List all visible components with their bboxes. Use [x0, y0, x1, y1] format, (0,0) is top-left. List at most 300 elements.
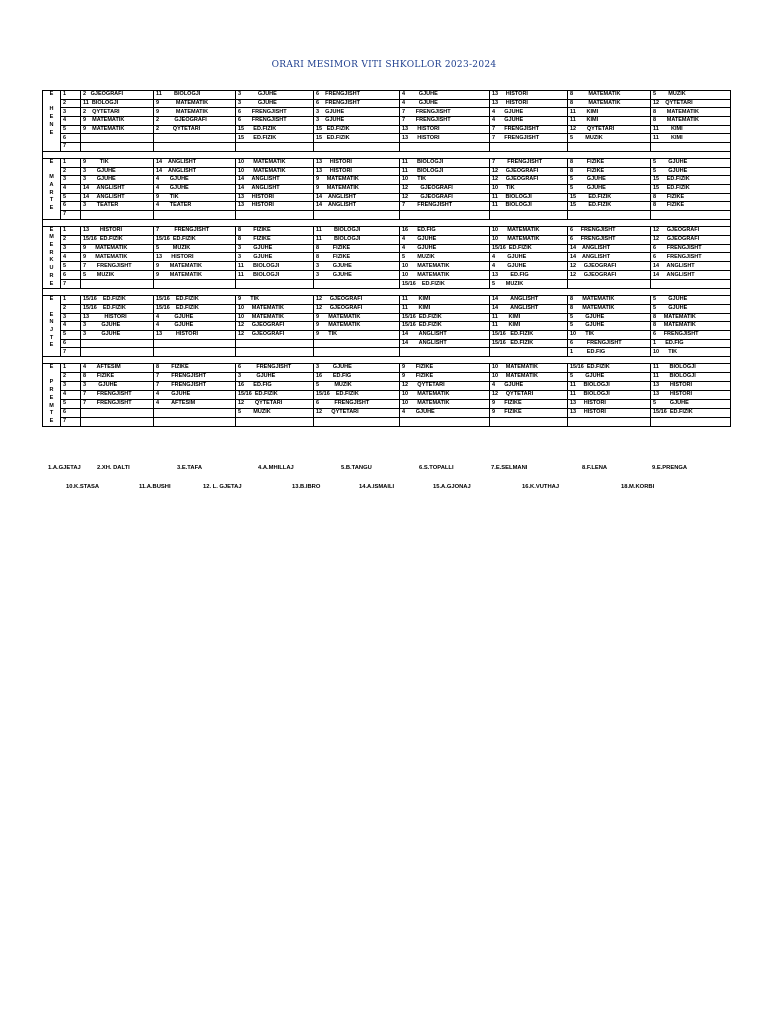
teacher-name: 4.A.MHILLAJ	[258, 465, 294, 471]
day-letter: E	[49, 158, 54, 165]
timetable-row	[43, 399, 731, 408]
day-letter: H	[49, 106, 54, 113]
class-cell: 12 GJEOGRAFI	[236, 322, 314, 331]
day-letter: N	[49, 319, 54, 326]
class-cell: 10 MATEMATIK	[400, 271, 490, 280]
class-cell: 4 TEATER	[154, 202, 236, 211]
separator-cell	[43, 219, 61, 226]
separator-cell	[651, 219, 731, 226]
day-letter: T	[49, 410, 54, 417]
class-cell: 6 FRENGJISHT	[314, 399, 400, 408]
timetable-row	[43, 117, 731, 126]
timetable-row	[43, 348, 731, 357]
class-cell: 13 HISTORI	[651, 381, 731, 390]
class-cell: 9 MATEMATIK	[81, 244, 154, 253]
class-cell: 12 GJEOGRAFI	[568, 271, 651, 280]
period-number: 3	[61, 176, 81, 185]
class-cell: 14 ANGLISHT	[651, 262, 731, 271]
class-cell: 13 HISTORI	[81, 313, 154, 322]
class-cell: 6 FRENGJISHT	[651, 331, 731, 340]
class-cell: 6 FRENGJISHT	[314, 91, 400, 100]
class-cell: 12 GJEOGRAFI	[236, 331, 314, 340]
class-cell: 9 TIK	[314, 331, 400, 340]
class-cell: 11 BIOLOGJI	[314, 226, 400, 235]
class-cell: 3 GJUHE	[314, 108, 400, 117]
class-cell: 9 FIZIKE	[490, 399, 568, 408]
timetable-row	[43, 244, 731, 253]
class-cell: 5 MUZIK	[651, 91, 731, 100]
class-cell: 5 GJUHE	[568, 184, 651, 193]
class-cell: 5 GJUHE	[651, 399, 731, 408]
class-cell: 5 MUZIK	[154, 244, 236, 253]
class-cell	[400, 210, 490, 219]
class-cell: 4 GJUHE	[400, 408, 490, 417]
class-cell: 13 HISTORI	[314, 158, 400, 167]
class-cell: 5 GJUHE	[568, 313, 651, 322]
class-cell: 5 GJUHE	[568, 176, 651, 185]
class-cell: 11 BIOLOGJI	[236, 262, 314, 271]
class-cell: 14 ANGLISHT	[490, 304, 568, 313]
class-cell: 7 FRENGJISHT	[154, 381, 236, 390]
teacher-name: 8.F.LENA	[582, 465, 608, 471]
class-cell: 4 GJUHE	[154, 322, 236, 331]
class-cell: 1 ED.FIG	[568, 348, 651, 357]
class-cell: 14 ANGLISHT	[81, 193, 154, 202]
class-cell	[81, 417, 154, 426]
class-cell	[154, 408, 236, 417]
period-number: 6	[61, 202, 81, 211]
period-number: 5	[61, 193, 81, 202]
class-cell: 9 MATEMATIK	[314, 184, 400, 193]
day-letter	[43, 372, 60, 380]
day-letter: R	[49, 272, 54, 279]
separator-cell	[490, 151, 568, 158]
class-cell: 4 GJUHE	[400, 91, 490, 100]
day-letter: M	[49, 174, 54, 181]
period-number: 1	[61, 91, 81, 100]
period-number: 7	[61, 143, 81, 152]
timetable-row	[43, 235, 731, 244]
class-cell: 9 MATEMATIK	[154, 108, 236, 117]
class-cell: 3 GJUHE	[81, 331, 154, 340]
timetable-row	[43, 296, 731, 305]
class-cell: 9 MATEMATIK	[154, 271, 236, 280]
day-separator	[43, 151, 731, 158]
class-cell: 10 TIK	[568, 331, 651, 340]
teacher-name: 10.K.STASA	[66, 484, 100, 490]
separator-cell	[568, 357, 651, 364]
class-cell: 12 QYTETARI	[651, 99, 731, 108]
day-letter: E	[49, 342, 54, 349]
class-cell: 11 KIMI	[490, 322, 568, 331]
separator-cell	[43, 151, 61, 158]
class-cell: 10 MATEMATIK	[490, 364, 568, 373]
class-cell: 8 MATEMATIK	[568, 304, 651, 313]
class-cell: 15 ED.FIZIK	[651, 176, 731, 185]
day-letter	[43, 304, 60, 312]
class-cell: 15 ED.FIZIK	[568, 193, 651, 202]
class-cell: 3 GJUHE	[81, 176, 154, 185]
day-letter: P	[49, 379, 54, 386]
day-label	[43, 158, 61, 219]
period-number: 5	[61, 399, 81, 408]
class-cell: 6 FRENGJISHT	[236, 108, 314, 117]
class-cell: 11 KIMI	[568, 117, 651, 126]
class-cell: 9 FIZIKE	[400, 373, 490, 382]
class-cell: 9 MATEMATIK	[314, 322, 400, 331]
period-number: 3	[61, 313, 81, 322]
separator-cell	[490, 357, 568, 364]
class-cell: 4 GJUHE	[400, 235, 490, 244]
timetable-row	[43, 408, 731, 417]
timetable-row	[43, 280, 731, 289]
class-cell: 10 MATEMATIK	[400, 399, 490, 408]
class-cell: 8 MATEMATIK	[651, 313, 731, 322]
class-cell: 15/16 ED.FIZIK	[154, 296, 236, 305]
class-cell: 15 ED.FIZIK	[314, 125, 400, 134]
class-cell	[236, 143, 314, 152]
class-cell: 16 ED.FIG	[400, 226, 490, 235]
class-cell	[651, 210, 731, 219]
day-letter: E	[49, 280, 54, 287]
day-label	[43, 226, 61, 289]
class-cell: 4 GJUHE	[490, 108, 568, 117]
class-cell: 9 FIZIKE	[400, 364, 490, 373]
class-cell: 11 BIOLOGJI	[568, 390, 651, 399]
class-cell: 3 TEATER	[81, 202, 154, 211]
separator-cell	[43, 357, 61, 364]
class-cell: 11 BIOLOGJI	[154, 91, 236, 100]
timetable-row	[43, 134, 731, 143]
class-cell: 14 ANGLISHT	[568, 244, 651, 253]
class-cell: 4 GJUHE	[154, 184, 236, 193]
class-cell: 15 ED.FIZIK	[314, 134, 400, 143]
class-cell: 15 ED.FIZIK	[236, 125, 314, 134]
timetable-row	[43, 210, 731, 219]
class-cell: 13 HISTORI	[236, 202, 314, 211]
class-cell: 15/16 ED.FIZIK	[490, 331, 568, 340]
timetable-row	[43, 381, 731, 390]
class-cell	[568, 210, 651, 219]
class-cell: 3 GJUHE	[236, 244, 314, 253]
class-cell: 15 ED.FIZIK	[236, 134, 314, 143]
period-number: 3	[61, 381, 81, 390]
class-cell: 4 GJUHE	[490, 117, 568, 126]
class-cell	[81, 280, 154, 289]
class-cell: 12 GJEOGRAFI	[400, 193, 490, 202]
day-letter: U	[49, 265, 54, 272]
teacher-name: 14.A.ISMAILI	[359, 484, 395, 490]
class-cell: 3 GJUHE	[81, 381, 154, 390]
class-cell: 7 FRENGJISHT	[154, 226, 236, 235]
period-number: 4	[61, 253, 81, 262]
class-cell: 11 BIOLOGJI	[400, 158, 490, 167]
teacher-name: 9.E.PRENGA	[652, 465, 688, 471]
class-cell: 8 MATEMATIK	[651, 322, 731, 331]
separator-cell	[568, 289, 651, 296]
period-number: 3	[61, 244, 81, 253]
class-cell: 15/16 ED.FIZIK	[400, 313, 490, 322]
class-cell: 5 GJUHE	[651, 304, 731, 313]
class-cell: 7 FRENGJISHT	[400, 108, 490, 117]
class-cell	[236, 417, 314, 426]
class-cell: 13 HISTORI	[400, 134, 490, 143]
period-number: 2	[61, 99, 81, 108]
separator-cell	[400, 151, 490, 158]
class-cell: 14 ANGLISHT	[400, 339, 490, 348]
timetable-row	[43, 271, 731, 280]
class-cell: 13 HISTORI	[81, 226, 154, 235]
class-cell	[236, 210, 314, 219]
class-cell: 7 FRENGJISHT	[81, 262, 154, 271]
class-cell: 12 GJEOGRAFI	[490, 167, 568, 176]
class-cell: 8 MATEMATIK	[568, 91, 651, 100]
class-cell	[81, 339, 154, 348]
class-cell: 6 FRENGJISHT	[568, 235, 651, 244]
class-cell: 11 KIMI	[651, 125, 731, 134]
class-cell: 7 FRENGJISHT	[490, 134, 568, 143]
timetable-row	[43, 167, 731, 176]
period-number: 6	[61, 408, 81, 417]
class-cell: 15/16 ED.FIZIK	[490, 244, 568, 253]
class-cell: 14 ANGLISHT	[81, 184, 154, 193]
timetable	[42, 90, 731, 427]
class-cell: 2 QYTETARI	[154, 125, 236, 134]
class-cell: 15/16 ED.FIZIK	[400, 280, 490, 289]
class-cell: 5 GJUHE	[568, 373, 651, 382]
class-cell: 8 MATEMATIK	[568, 99, 651, 108]
day-letter: E	[49, 205, 54, 212]
class-cell: 10 TIK	[490, 184, 568, 193]
class-cell: 4 GJUHE	[490, 381, 568, 390]
timetable-row	[43, 262, 731, 271]
period-number: 2	[61, 304, 81, 313]
class-cell: 10 MATEMATIK	[490, 226, 568, 235]
teacher-name: 6.S.TOPALLI	[419, 465, 454, 471]
class-cell: 16 ED.FIG	[236, 381, 314, 390]
class-cell: 8 FIZIKE	[314, 253, 400, 262]
period-number: 1	[61, 364, 81, 373]
class-cell	[490, 417, 568, 426]
day-letter: E	[49, 91, 54, 97]
separator-cell	[314, 151, 400, 158]
period-number: 2	[61, 373, 81, 382]
class-cell: 3 GJUHE	[236, 373, 314, 382]
class-cell: 11 BIOLOGJI	[568, 381, 651, 390]
period-number: 5	[61, 262, 81, 271]
class-cell: 12 GJEOGRAFI	[568, 262, 651, 271]
class-cell: 9 MATEMATIK	[154, 99, 236, 108]
separator-cell	[314, 289, 400, 296]
class-cell: 12 GJEOGRAFI	[400, 184, 490, 193]
class-cell: 6 FRENGJISHT	[651, 253, 731, 262]
period-number: 1	[61, 296, 81, 305]
timetable-row	[43, 417, 731, 426]
class-cell: 6 FRENGJISHT	[314, 99, 400, 108]
separator-cell	[651, 151, 731, 158]
class-cell: 15/16 ED.FIZIK	[314, 390, 400, 399]
period-number: 6	[61, 339, 81, 348]
day-letter: K	[49, 257, 54, 264]
class-cell: 12 QYTETARI	[490, 390, 568, 399]
period-number: 4	[61, 117, 81, 126]
class-cell: 13 ED.FIG	[490, 271, 568, 280]
class-cell	[236, 280, 314, 289]
class-cell	[81, 408, 154, 417]
day-letter: R	[49, 249, 54, 256]
timetable-row	[43, 202, 731, 211]
class-cell: 6 FRENGJISHT	[568, 339, 651, 348]
class-cell	[400, 143, 490, 152]
page-title: ORARI MESIMOR VITI SHKOLLOR 2023-2024	[271, 60, 497, 70]
teacher-name: 5.B.TANGU	[341, 465, 372, 471]
class-cell: 3 GJUHE	[236, 99, 314, 108]
teacher-name: 13.B.IBRO	[292, 484, 321, 490]
class-cell: 10 MATEMATIK	[236, 313, 314, 322]
period-number: 4	[61, 390, 81, 399]
timetable-row	[43, 253, 731, 262]
class-cell: 4 GJUHE	[490, 253, 568, 262]
class-cell	[314, 280, 400, 289]
period-number: 4	[61, 322, 81, 331]
day-separator	[43, 289, 731, 296]
class-cell: 4 GJUHE	[154, 313, 236, 322]
period-number: 3	[61, 108, 81, 117]
timetable-row	[43, 339, 731, 348]
class-cell: 5 GJUHE	[651, 296, 731, 305]
day-letter: E	[49, 311, 54, 318]
class-cell: 4 GJUHE	[154, 176, 236, 185]
class-cell: 7 FRENGJISHT	[490, 125, 568, 134]
class-cell: 5 MUZIK	[400, 253, 490, 262]
class-cell: 15/16 ED.FIZIK	[81, 304, 154, 313]
teacher-name: 7.E.SELMANI	[491, 465, 528, 471]
class-cell: 11 BIOLOGJI	[490, 193, 568, 202]
class-cell: 5 GJUHE	[651, 158, 731, 167]
class-cell: 12 GJEOGRAFI	[490, 176, 568, 185]
class-cell: 3 GJUHE	[81, 167, 154, 176]
class-cell	[154, 348, 236, 357]
class-cell: 7 FRENGJISHT	[400, 117, 490, 126]
class-cell	[154, 417, 236, 426]
class-cell: 15 ED.FIZIK	[651, 184, 731, 193]
class-cell: 13 HISTORI	[236, 193, 314, 202]
class-cell: 12 QYTETARI	[568, 125, 651, 134]
class-cell	[81, 134, 154, 143]
class-cell	[651, 143, 731, 152]
class-cell: 11 KIMI	[651, 134, 731, 143]
class-cell: 7 FRENGJISHT	[490, 158, 568, 167]
class-cell: 8 FIZIKE	[81, 373, 154, 382]
day-label	[43, 296, 61, 357]
period-number: 1	[61, 226, 81, 235]
class-cell: 8 FIZIKE	[314, 244, 400, 253]
class-cell: 8 MATEMATIK	[651, 108, 731, 117]
class-cell: 14 ANGLISHT	[236, 184, 314, 193]
class-cell	[314, 143, 400, 152]
class-cell	[81, 210, 154, 219]
class-cell: 15/16 ED.FIZIK	[154, 304, 236, 313]
class-cell	[236, 348, 314, 357]
timetable-row	[43, 91, 731, 100]
class-cell: 5 MUZIK	[490, 280, 568, 289]
class-cell: 11 BIOLOGJI	[651, 373, 731, 382]
class-cell: 11 BIOLOGJI	[81, 99, 154, 108]
day-letter: J	[49, 327, 54, 334]
class-cell: 8 FIZIKE	[568, 167, 651, 176]
timetable-row	[43, 193, 731, 202]
class-cell: 1 ED.FIG	[651, 339, 731, 348]
class-cell: 4 GJUHE	[154, 390, 236, 399]
class-cell	[490, 348, 568, 357]
day-letter: E	[49, 226, 54, 233]
class-cell: 6 FRENGJISHT	[651, 244, 731, 253]
separator-cell	[400, 219, 490, 226]
class-cell: 14 ANGLISHT	[400, 331, 490, 340]
class-cell: 11 KIMI	[400, 296, 490, 305]
day-letter: E	[49, 417, 54, 424]
separator-cell	[154, 289, 236, 296]
timetable-row	[43, 304, 731, 313]
separator-cell	[236, 151, 314, 158]
day-label	[43, 91, 61, 152]
class-cell: 3 GJUHE	[314, 271, 400, 280]
class-cell: 8 FIZIKE	[236, 235, 314, 244]
class-cell: 14 ANGLISHT	[154, 158, 236, 167]
period-number: 7	[61, 210, 81, 219]
class-cell: 14 ANGLISHT	[651, 271, 731, 280]
class-cell: 13 HISTORI	[568, 408, 651, 417]
class-cell: 13 HISTORI	[154, 253, 236, 262]
day-separator	[43, 219, 731, 226]
day-letter: N	[49, 121, 54, 128]
separator-cell	[61, 219, 81, 226]
class-cell: 3 GJUHE	[236, 91, 314, 100]
separator-cell	[154, 357, 236, 364]
class-cell	[651, 280, 731, 289]
class-cell	[236, 339, 314, 348]
class-cell: 10 MATEMATIK	[236, 304, 314, 313]
class-cell: 9 TIK	[236, 296, 314, 305]
class-cell: 7 FRENGJISHT	[81, 399, 154, 408]
separator-cell	[81, 151, 154, 158]
class-cell: 9 FIZIKE	[490, 408, 568, 417]
teacher-name: 15.A.GJONAJ	[433, 484, 471, 490]
separator-cell	[568, 219, 651, 226]
separator-cell	[490, 289, 568, 296]
separator-cell	[400, 357, 490, 364]
class-cell: 12 QYTETARI	[400, 381, 490, 390]
class-cell: 8 MATEMATIK	[568, 296, 651, 305]
separator-cell	[81, 357, 154, 364]
class-cell: 10 TIK	[400, 176, 490, 185]
class-cell: 2 GJEOGRAFI	[154, 117, 236, 126]
class-cell: 14 ANGLISHT	[490, 296, 568, 305]
class-cell: 13 HISTORI	[490, 91, 568, 100]
class-cell: 10 MATEMATIK	[490, 235, 568, 244]
timetable-row	[43, 176, 731, 185]
day-letter: R	[49, 387, 54, 394]
class-cell: 14 ANGLISHT	[314, 193, 400, 202]
class-cell: 10 MATEMATIK	[400, 390, 490, 399]
class-cell: 11 BIOLOGJI	[314, 235, 400, 244]
class-cell	[568, 417, 651, 426]
period-number: 7	[61, 280, 81, 289]
class-cell	[314, 417, 400, 426]
class-cell: 9 TIK	[81, 158, 154, 167]
day-separator	[43, 357, 731, 364]
separator-cell	[61, 357, 81, 364]
